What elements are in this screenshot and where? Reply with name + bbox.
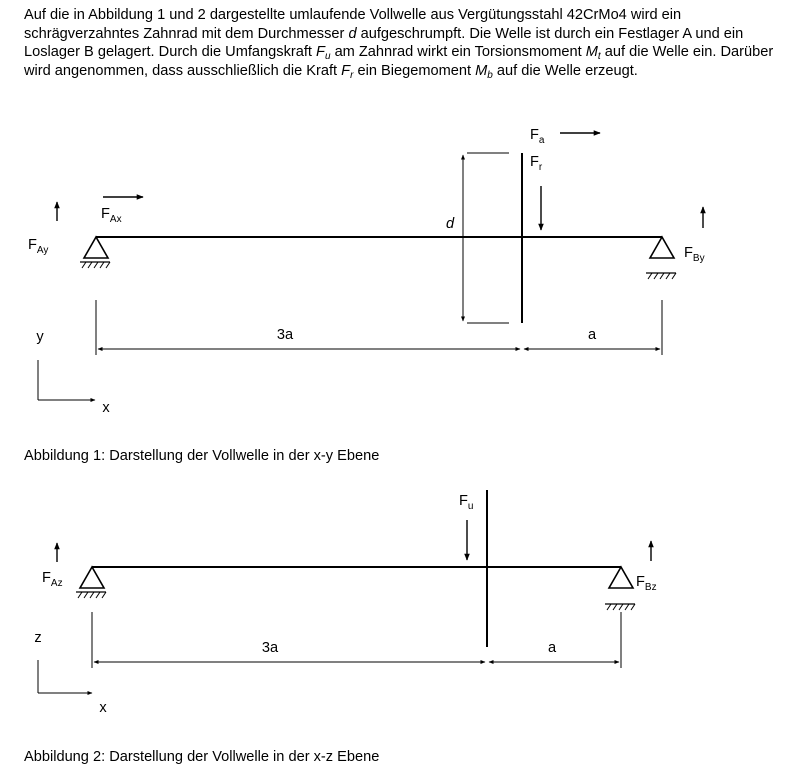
coordinate-axes xyxy=(38,660,92,693)
fixed-support-a xyxy=(76,567,106,598)
axis-z-label: z xyxy=(34,630,42,646)
intro-text: auf die Welle ein. Darüber wird angenommen, dass ausschließlich die Kraft xyxy=(24,44,774,79)
force-fby-label: $F_{By}$ xyxy=(684,245,705,264)
dimension-a-label: a xyxy=(587,327,597,343)
dimension-3a-label: 3a xyxy=(276,327,294,343)
symbol-mb: $M_b$ xyxy=(475,62,493,81)
coordinate-axes xyxy=(38,360,95,400)
intro-text: am Zahnrad wirkt ein Torsionsmoment xyxy=(330,44,586,61)
force-fbz-label: $F_{Bz}$ xyxy=(636,574,657,593)
floating-support-b xyxy=(605,567,635,610)
diameter-label: d xyxy=(445,216,455,232)
intro-text: Auf die in Abbildung 1 und 2 dargestellte umlaufende Vollwelle aus Vergütungsstahl 42CrMo4 wird ein schrägverzahntes Zahnrad mit dem Durchmesser xyxy=(24,7,682,42)
force-fa-label: $F_a$ xyxy=(530,127,545,146)
intro-text: aufgeschrumpft. Die Welle ist durch ein Festlager A und ein Loslager B gelagert. Durch die Umfangskraft xyxy=(24,25,744,61)
fixed-support-a xyxy=(80,237,110,268)
figure-2-caption: Abbildung 2: Darstellung der Vollwelle in der x-z Ebene xyxy=(24,749,380,765)
length-dimension xyxy=(96,300,662,355)
symbol-fr: $F_r$ xyxy=(341,62,354,81)
intro-text: auf die Welle erzeugt. xyxy=(492,62,638,79)
symbol-mt: $M_t$ xyxy=(585,44,601,63)
force-fu-label: $F_u$ xyxy=(459,493,474,512)
axis-y-label: y xyxy=(36,329,44,345)
floating-support-b xyxy=(646,237,676,279)
figure-2-xz-plane xyxy=(0,470,802,750)
force-fax-label: $F_{Ax}$ xyxy=(101,206,122,225)
dimension-a-label: a xyxy=(547,640,557,656)
axis-x-label: x xyxy=(102,400,110,416)
force-faz-label: $F_{Az}$ xyxy=(42,570,63,589)
length-dimension xyxy=(92,612,621,668)
symbol-fu: $F_u$ xyxy=(316,44,331,63)
force-fr-label: $F_r$ xyxy=(530,154,543,173)
force-fay-label: $F_{Ay}$ xyxy=(28,237,49,256)
intro-text: ein Biegemoment xyxy=(353,62,476,79)
axis-x-label: x xyxy=(99,700,107,716)
figure-1-caption: Abbildung 1: Darstellung der Vollwelle in der x-y Ebene xyxy=(24,448,380,464)
symbol-d: d xyxy=(348,25,357,42)
dimension-3a-label: 3a xyxy=(261,640,279,656)
